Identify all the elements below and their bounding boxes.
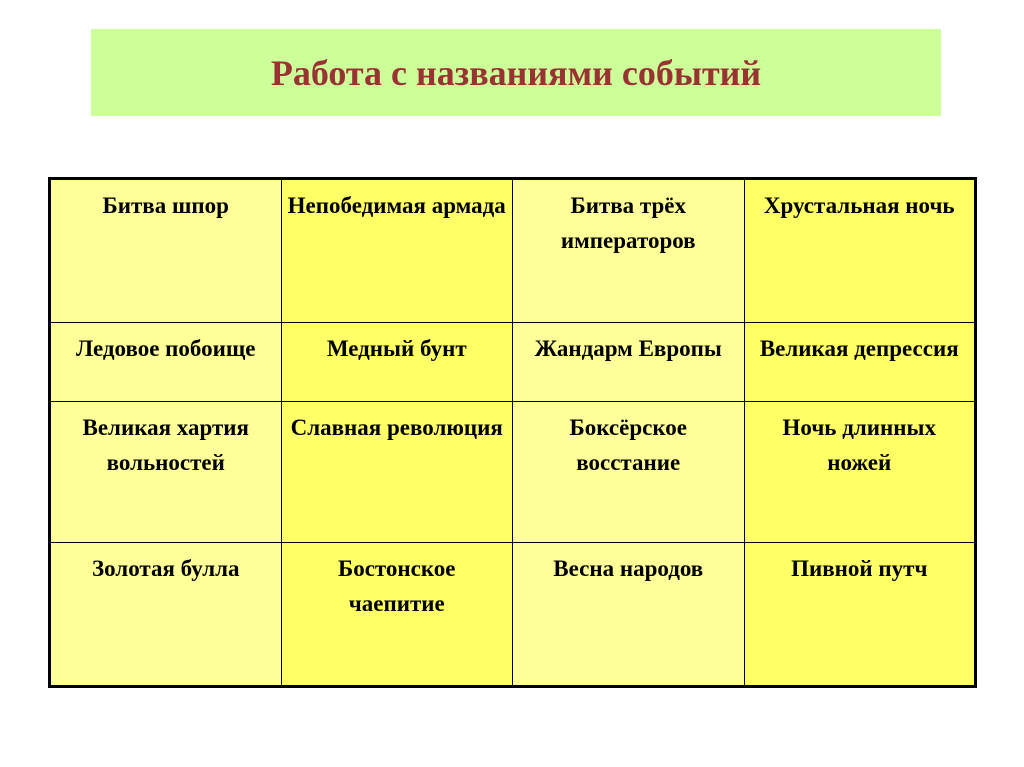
events-table bbox=[48, 177, 977, 688]
event-cell: Бостонское чаепитие bbox=[281, 543, 513, 687]
table-row bbox=[50, 401, 976, 543]
event-cell: Великая депрессия bbox=[744, 322, 976, 401]
event-cell: Ночь длинных ножей bbox=[744, 401, 976, 543]
event-cell: Непобедимая армада bbox=[281, 179, 513, 323]
table-row bbox=[50, 543, 976, 687]
event-cell: Золотая булла bbox=[50, 543, 282, 687]
table-row bbox=[50, 322, 976, 401]
title-banner bbox=[91, 29, 941, 116]
event-cell: Весна народов bbox=[513, 543, 745, 687]
event-cell: Пивной путч bbox=[744, 543, 976, 687]
event-cell: Битва шпор bbox=[50, 179, 282, 323]
event-cell: Битва трёх императоров bbox=[513, 179, 745, 323]
slide-title: Работа с названиями событий bbox=[270, 52, 762, 93]
event-cell: Медный бунт bbox=[281, 322, 513, 401]
event-cell: Хрустальная ночь bbox=[744, 179, 976, 323]
event-cell: Жандарм Европы bbox=[513, 322, 745, 401]
table-row bbox=[50, 179, 976, 323]
event-cell: Ледовое побоище bbox=[50, 322, 282, 401]
event-cell: Боксёрское восстание bbox=[513, 401, 745, 543]
event-cell: Славная революция bbox=[281, 401, 513, 543]
event-cell: Великая хартия вольностей bbox=[50, 401, 282, 543]
